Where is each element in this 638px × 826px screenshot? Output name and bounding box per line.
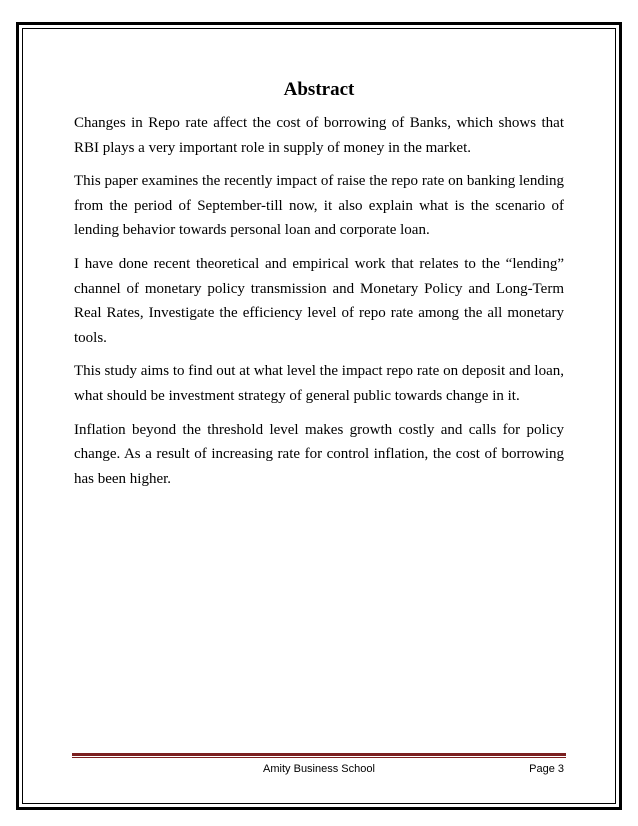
- paragraph-repo-rate: Changes in Repo rate affect the cost of borrowing of Banks, which shows that RBI plays a very important role in supply of money in the market.: [74, 115, 564, 156]
- abstract-title: Abstract: [283, 79, 355, 100]
- page-content: [74, 78, 564, 500]
- paragraph-study-aims: This study aims to find out at what level the impact repo rate on deposit and loan, what should be investment strategy of general public towards change in it.: [74, 363, 564, 404]
- paragraph-lending-channel: I have done recent theoretical and empirical work that relates to the “lending” channel of monetary policy transmission and Monetary Policy and Long-Term Real Rates, Investigate the efficiency level of repo rate among the all monetary tools.: [74, 255, 564, 346]
- footer-rule-thin: [72, 757, 566, 758]
- footer-rule-thick: [72, 753, 566, 756]
- paragraph-inflation: Inflation beyond the threshold level makes growth costly and calls for policy change. As a result of increasing rate for control inflation, the cost of borrowing has been higher.: [74, 421, 564, 487]
- paragraph-paper-scope: This paper examines the recently impact of raise the repo rate on banking lending from the period of September-till now, it also explain what is the scenario of lending behavior towards personal loan and corporate loan.: [74, 173, 564, 239]
- footer-school-name: Amity Business School: [263, 763, 375, 775]
- footer-page-number: Page 3: [529, 763, 564, 775]
